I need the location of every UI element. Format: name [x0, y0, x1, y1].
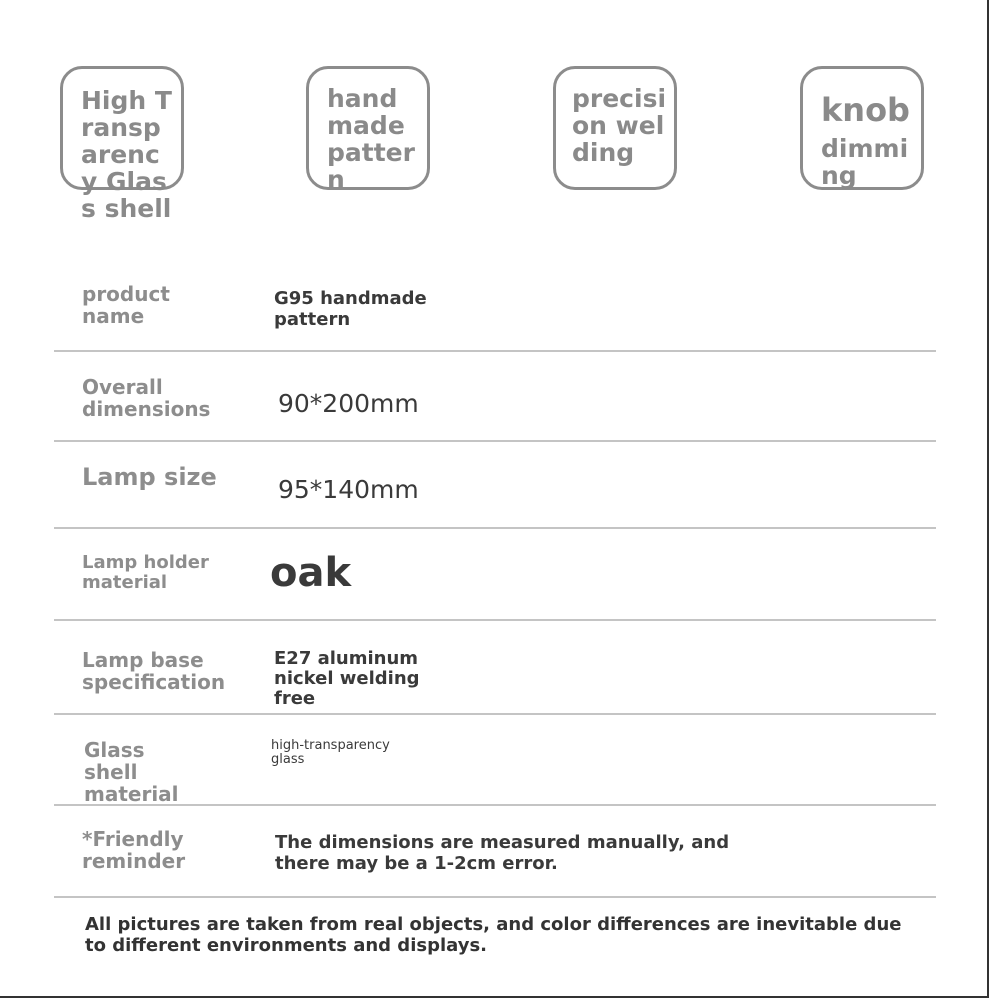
feature-label-main: knob: [821, 91, 910, 129]
feature-label: [821, 85, 915, 189]
feature-label: High Transparency Glass shell: [81, 86, 172, 223]
spec-row-lamp-holder-material: [54, 529, 936, 621]
spec-label: product name: [82, 282, 170, 328]
feature-glass-shell-badge: [60, 66, 184, 223]
spec-value: high-transparency glass: [271, 738, 390, 767]
spec-row-lamp-base-specification: [54, 621, 936, 715]
spec-value: 95*140mm: [278, 475, 419, 504]
spec-row-lamp-size: [54, 442, 936, 529]
spec-label: Lamp holder material: [82, 552, 209, 593]
spec-label: *Friendly reminder: [82, 827, 186, 873]
spec-value: 90*200mm: [278, 389, 419, 418]
spec-row-glass-shell-material: [54, 715, 936, 806]
spec-row-product-name: [54, 270, 936, 352]
spec-label: Lamp size: [82, 463, 217, 491]
spec-value: E27 aluminum nickel welding free: [274, 648, 420, 709]
feature-icons-row: [0, 0, 989, 230]
disclaimer-note: All pictures are taken from real objects, and color differences are inevitable due to different environments and displays.: [85, 914, 902, 956]
spec-label: Overall dimensions: [82, 375, 211, 421]
feature-label: precision welding: [572, 84, 667, 167]
feature-label-sub: dimming: [821, 134, 909, 190]
spec-value: The dimensions are measured manually, and there may be a 1-2cm error.: [275, 832, 730, 874]
feature-knob-dimming-badge: [800, 66, 924, 190]
feature-handmade-pattern-badge: [306, 66, 430, 194]
spec-label: Glass shell material: [84, 738, 179, 806]
spec-row-overall-dimensions: [54, 352, 936, 442]
spec-label: Lamp base specification: [82, 648, 226, 694]
spec-row-friendly-reminder: [54, 806, 936, 898]
spec-value: oak: [270, 550, 352, 596]
feature-label: handmade pattern: [327, 84, 415, 194]
spec-value: G95 handmade pattern: [274, 288, 427, 330]
feature-precision-welding-badge: [553, 66, 677, 190]
